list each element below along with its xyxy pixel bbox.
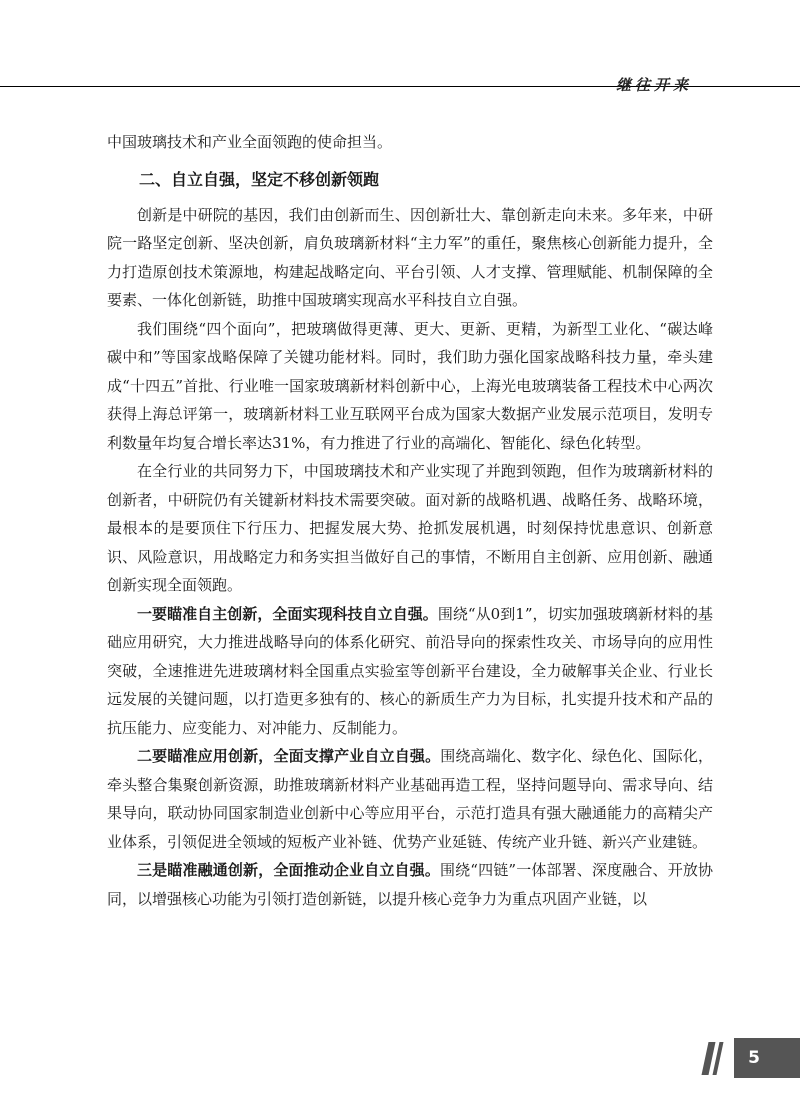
paragraph-continuation: 中国玻璃技术和产业全面领跑的使命担当。 [107,133,393,151]
paragraph: 在全行业的共同努力下，中国玻璃技术和产业实现了并跑到领跑，但作为玻璃新材料的创新者，中研院仍有关键新材料技术需要突破。面对新的战略机遇、战略任务、战略环境，最根本的是要顶住下行压力、把握发展大势、抢抓发展机遇，时刻保持忧患意识、创新意识、风险意识，用战略定力和务实担当做好自己的事情，不断用自主创新、应用创新、融通创新实现全面领跑。 [107,462,713,594]
page-number-tab [734,1038,800,1078]
page-number: 5 [748,1048,760,1068]
paragraph: 创新是中研院的基因，我们由创新而生、因创新壮大、靠创新走向未来。多年来，中研院一路坚定创新、坚决创新，肩负玻璃新材料“主力军”的重任，聚焦核心创新能力提升，全力打造原创技术策源地，构建起战略定向、平台引领、人才支撑、管理赋能、机制保障的全要素、一体化创新链，助推中国玻璃实现高水平科技自立自强。 [107,205,713,309]
paragraph [107,742,713,856]
paragraph: 我们围绕“四个面向”，把玻璃做得更薄、更大、更新、更精，为新型工业化、“碳达峰碳中和”等国家战略保障了关键功能材料。同时，我们助力强化国家战略科技力量，牵头建成“十四五”首批、行业唯一国家玻璃新材料创新中心，上海光电玻璃装备工程技术中心两次获得上海总评第一，玻璃新材料工业互联网平台成为国家大数据产业发展示范项目，发明专利数量年均复合增长率达31%，有力推进了行业的高端化、智能化、绿色化转型。 [107,319,713,452]
paragraph [107,856,713,913]
paragraph-lead: 一要瞄准自主创新，全面实现科技自立自强。 [137,604,438,623]
section-heading: 二、自立自强，坚定不移创新领跑 [139,169,380,189]
paragraph-lead: 三是瞄准融通创新，全面推动企业自立自强。 [137,861,440,879]
article-body [107,128,713,913]
paragraph-text: 围绕高端化、数字化、绿色化、国际化，牵头整合集聚创新资源，助推玻璃新材料产业基础再造工程，坚持问题导向、需求导向、结果导向，联动协同国家制造业创新中心等应用平台，示范打造具有强大融通能力的高精尖产业体系，引领促进全领域的短板产业补链、优势产业延链、传统产业升链、新兴产业建链。 [107,747,713,851]
paragraph-lead: 二要瞄准应用创新，全面支撑产业自立自强。 [137,747,441,765]
header-title: 继往开来 [615,76,692,94]
paragraph [107,600,713,743]
paragraph-text: 围绕“从0到1”，切实加强玻璃新材料的基础应用研究，大力推进战略导向的体系化研究、前沿导向的探索性攻关、市场导向的应用性突破，全速推进先进玻璃材料全国重点实验室等创新平台建设，全力破解事关企业、行业长远发展的关键问题，以打造更多独有的、核心的新质生产力为目标，扎实提升技术和产品的抗压能力、应变能力、对冲能力、反制能力。 [107,604,713,737]
paragraph-text: 围绕“四链”一体部署、深度融合、开放协同，以增强核心功能为引领打造创新链，以提升核心竞争力为重点巩固产业链，以 [107,861,713,908]
